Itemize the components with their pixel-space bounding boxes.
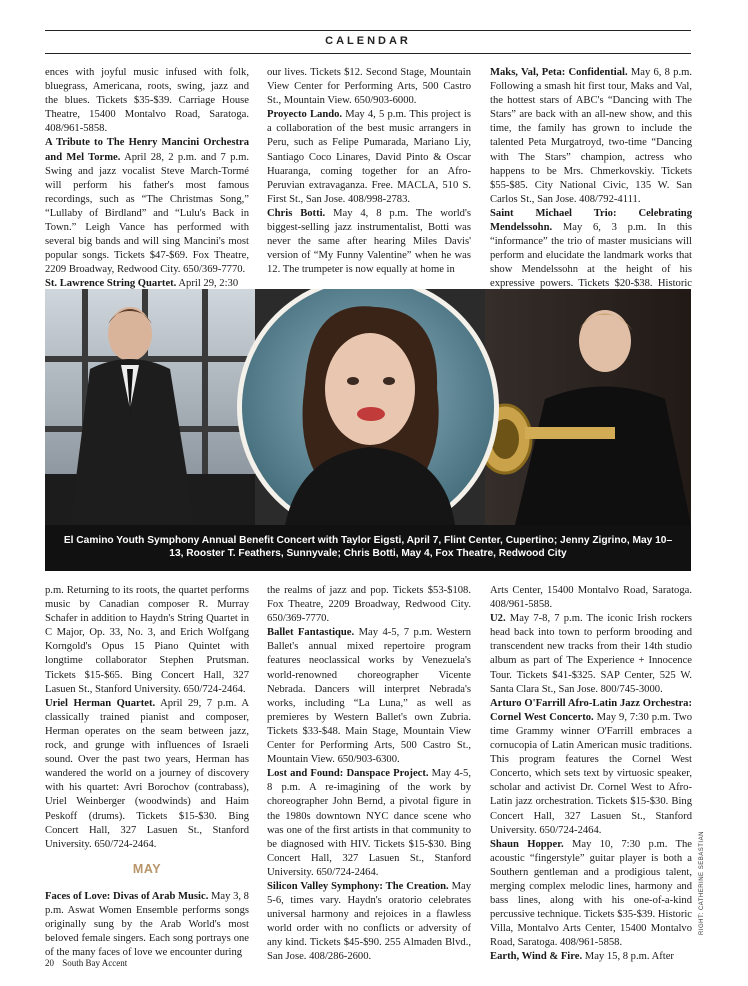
listing-entry bbox=[490, 697, 692, 838]
listing-text: April 29, 2:30 bbox=[178, 278, 239, 290]
listing-title: Silicon Valley Symphony: The Creation. bbox=[267, 880, 449, 892]
listing-title: Chris Botti. bbox=[267, 207, 326, 219]
listing-text: May 9, 7:30 p.m. Two time Grammy winner O'Farrill embraces a cornucopia of Latin American music traditions. This program features the Cornel West Concerto, which sets text by virtuosic speaker, scholar and activist Dr. Cornel West to Afro-Latin jazz orchestration. Tickets $15-$30. Bing Concert Hall, 327 Lasuen St., Stanford University. 650/724-2464. bbox=[490, 711, 692, 836]
listing-entry bbox=[267, 880, 471, 965]
listing-entry bbox=[267, 66, 471, 108]
page-footer bbox=[45, 958, 133, 968]
listing-entry bbox=[267, 584, 471, 626]
page-number: 20 bbox=[45, 958, 54, 968]
listing-text: May 10, 7:30 p.m. The acoustic “fingerstyle” guitar player is both a Southern gentleman and a prodigious talent, merging complex melodic lines, harmony and bass lines, along with his one-of-a-kind percussive technique. Tickets $35-$39. Historic Villa, Montalvo Arts Center, 15400 Montalvo Road, Saratoga. 408/961-5858. bbox=[490, 838, 692, 949]
month-heading: MAY bbox=[132, 861, 162, 876]
bottom-column-2 bbox=[267, 584, 471, 965]
listing-title: Shaun Hopper. bbox=[490, 838, 564, 850]
listing-text: Arts Center, 15400 Montalvo Road, Saratoga. 408/961-5858. bbox=[490, 585, 692, 611]
listing-entry bbox=[45, 136, 249, 277]
listing-text: May 4-5, 8 p.m. A re-imagining of the work by choreographer John Bernd, a pivotal figure in the 1980s downtown NYC dance scene who was one of the first artists in that community to be diagnosed with HIV. Tickets $15-$30. Bing Concert Hall, 327 Lasuen St., Stanford University. 650/724-2464. bbox=[267, 768, 471, 878]
listing-title: U2. bbox=[490, 613, 506, 625]
bottom-column-1-may-entries bbox=[45, 890, 249, 960]
listing-text: ences with joyful music infused with folk, bluegrass, Americana, roots, swing, jazz and the blues. Tickets $35-$39. Carriage House Theatre, 15400 Montalvo Road, Saratoga. 408/961-5858. bbox=[45, 67, 249, 135]
listing-text: May 4, 8 p.m. The world's biggest-selling jazz instrumentalist, Botti was never the same after hearing Miles Davis' version of “My Funny Valentine” when he was 12. The trumpeter is now equally at home in bbox=[267, 207, 472, 276]
feature-photo bbox=[45, 289, 691, 525]
listing-entry bbox=[267, 108, 471, 207]
listing-title: Uriel Herman Quartet. bbox=[45, 697, 156, 709]
listing-title: Arturo O'Farrill Afro-Latin Jazz Orchestra: Cornel West Concerto. bbox=[490, 697, 692, 723]
listing-entry bbox=[267, 626, 471, 767]
listing-entry bbox=[45, 697, 249, 852]
listing-text: May 7-8, 7 p.m. The iconic Irish rockers head back into town to perform brooding and transcendent new tracks from their 14th studio album as part of The Experience + Innocence Tour. Tickets $41-$325. SAP Center, 525 W. Santa Clara St., San Jose. 800/745-3000. bbox=[490, 613, 692, 695]
top-column-2 bbox=[267, 66, 471, 277]
top-rule bbox=[45, 30, 691, 31]
listing-text: May 6, 3 p.m. In this “informance” the trio of master musicians will perform and elucidate the landmark works that show Mendelssohn at the height of his expressive powers. Tickets $20-$38. Historic bbox=[490, 222, 692, 290]
listing-entry bbox=[267, 767, 471, 880]
listing-text: May 4, 5 p.m. This project is a collaboration of the best music arrangers in Peru, such as Felipe Pumarada, Mariano Liy, Santiago Coco Linares, David Pinto & Oscar Huaranga, coming together for an Afro-Peruvian extravaganza. Free. MACLA, 510 S. First St., San Jose. 408/998-2783. bbox=[267, 109, 471, 205]
listing-entry bbox=[490, 950, 692, 964]
listing-text: April 28, 2 p.m. and 7 p.m. Swing and jazz vocalist Steve March-Tormé will perform his father's most famous recordings, such as “The Christmas Song,” “Lullaby of Birdland” and “Lulu's Back in Town.” Leigh Vance has performed with several big bands and will sing Mancini's most popular songs. Tickets $47-$69. Fox Theatre, 2209 Broadway, Redwood City. 650/369-7770. bbox=[45, 151, 249, 276]
listing-title: Saint Michael Trio: Celebrating Mendelssohn. bbox=[490, 207, 692, 234]
listing-text: May 4-5, 7 p.m. Western Ballet's annual mixed repertoire program features neoclassical works by Venezuela's world-renowned choreographer Vicente Nebrada. Dancers will interpret Nebrada's works, including “La Luna,” as well as premieres by Western Ballet's own Zubria. Tickets $33-$48. Main Stage, Mountain View Center for Performing Arts, 500 Castro St., Mountain View. 650/903-6300. bbox=[267, 627, 471, 766]
listing-entry bbox=[490, 584, 692, 612]
performers-photo-illustration bbox=[45, 289, 691, 525]
bottom-column-1 bbox=[45, 584, 249, 960]
listing-text: April 29, 7 p.m. A classically trained pianist and composer, Herman operates on the seam between jazz, rock, and grunge with influences of Israeli sound. Over the past two years, Herman has wandered the world on a journey of discovery with his quartet: Avri Borochov (contrabass), Uriel Weinberger (woodwinds) and Haim Peskoff (drums). Tickets $15-$30. Bing Concert Hall, 327 Lasuen St., Stanford University. 650/724-2464. bbox=[45, 697, 249, 850]
publication-name: South Bay Accent bbox=[62, 958, 128, 968]
listing-text: May 6, 8 p.m. Following a smash hit first tour, Maks and Val, the hottest stars of ABC's “Dancing with The Stars” are back with an all-new show, and this time, the family has grown to include the talented Peta Murgatroyd, two-time “Dancing with The Stars” champion, actress who happens to be Mrs. Chmerkovskiy. Tickets $55-$85. City National Civic, 135 W. San Carlos St., San Jose. 408/792-4111. bbox=[490, 67, 692, 205]
listing-entry bbox=[490, 838, 692, 951]
listing-entry bbox=[45, 66, 249, 136]
bottom-column-3 bbox=[490, 584, 692, 965]
listing-text: May 5-6, times vary. Haydn's oratorio celebrates universal harmony and rejoices in a flawless world order with no conflicts or adversity of any kind. Tickets $45-$90. 255 Almaden Blvd., San Jose. 408/286-2600. bbox=[267, 880, 472, 963]
listing-title: Lost and Found: Danspace Project. bbox=[267, 768, 429, 780]
listing-title: Faces of Love: Divas of Arab Music. bbox=[45, 890, 209, 902]
listing-title: Proyecto Lando. bbox=[267, 109, 343, 121]
listing-title: Ballet Fantastique. bbox=[267, 627, 355, 639]
listing-entry bbox=[45, 890, 249, 960]
listing-text: the realms of jazz and pop. Tickets $53-$108. Fox Theatre, 2209 Broadway, Redwood City. 650/369-7770. bbox=[267, 585, 471, 625]
listing-text: our lives. Tickets $12. Second Stage, Mountain View Center for Performing Arts, 500 Castro St., Mountain View. 650/903-6000. bbox=[267, 67, 471, 107]
listing-text: p.m. Returning to its roots, the quartet performs music by Canadian composer R. Murray Schafer in addition to Haydn's String Quartet in C Major, Op. 33, No. 3, and Erich Wolfgang Korngold's Opus 15 Piano Quintet with longtime collaborator Stephen Prutsman. Tickets $15-$65. Bing Concert Hall, 327 Lasuen St., Stanford University. 650/724-2464. bbox=[45, 585, 249, 695]
header-rule bbox=[45, 53, 691, 54]
photo-credit: RIGHT: CATHERINE SEBASTIAN bbox=[699, 831, 705, 935]
photo-caption: El Camino Youth Symphony Annual Benefit Concert with Taylor Eigsti, April 7, Flint Center, Cupertino; Jenny Zigrino, May 10–13, Rooster T. Feathers, Sunnyvale; Chris Botti, May 4, Fox Theatre, Redwood City bbox=[45, 525, 691, 571]
listing-title: Earth, Wind & Fire. bbox=[490, 951, 583, 963]
listing-title: St. Lawrence String Quartet. bbox=[45, 278, 177, 290]
top-column-1 bbox=[45, 66, 249, 292]
section-title: CALENDAR bbox=[325, 35, 411, 47]
listing-title: Maks, Val, Peta: Confidential. bbox=[490, 67, 628, 78]
listing-title: A Tribute to The Henry Mancini Orchestra and Mel Torme. bbox=[45, 137, 249, 163]
listing-entry bbox=[490, 612, 692, 697]
listing-entry bbox=[490, 66, 692, 207]
top-column-3 bbox=[490, 66, 692, 306]
listing-text: May 3, 8 p.m. Aswat Women Ensemble performs songs originally sung by the Arab World's most beloved female singers. Each song portrays one of the many faces of love we encounter during bbox=[45, 890, 249, 959]
bottom-column-1-entries bbox=[45, 584, 249, 852]
listing-entry bbox=[267, 207, 471, 277]
listing-entry bbox=[45, 584, 249, 697]
listing-text: May 15, 8 p.m. After bbox=[584, 951, 674, 963]
